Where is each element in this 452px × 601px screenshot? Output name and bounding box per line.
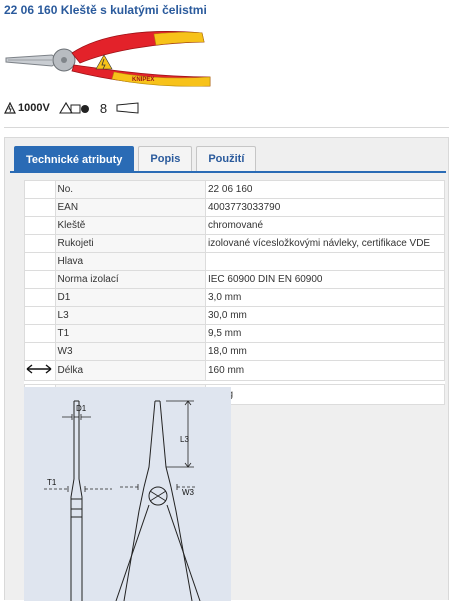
product-details-panel (4, 137, 449, 600)
jaw-number-badge (100, 101, 107, 116)
attributes-table (24, 180, 445, 405)
voltage-badge (4, 102, 50, 114)
attr-label: Hmotnost netto (55, 385, 205, 405)
attr-value: 160 mm (205, 361, 444, 381)
details-tabs (14, 146, 256, 172)
table-row (25, 217, 445, 235)
brand-text: KNIPEX (132, 77, 155, 83)
table-row (25, 361, 445, 381)
tab-description[interactable]: Popis (138, 146, 192, 171)
dimension-drawing (24, 387, 231, 601)
page-title: 22 06 160 Kleště s kulatými čelistmi (4, 3, 207, 17)
multi-component-handle-icon (59, 101, 91, 115)
attr-value: 18,0 mm (205, 343, 444, 361)
table-row (25, 253, 445, 271)
attr-label: Délka (55, 361, 205, 381)
attr-label: T1 (55, 325, 205, 343)
table-row (25, 307, 445, 325)
feature-badges (4, 98, 140, 118)
voltage-label: 1000V (18, 102, 50, 114)
table-row (25, 235, 445, 253)
attr-label: D1 (55, 289, 205, 307)
table-row (25, 199, 445, 217)
table-row (25, 271, 445, 289)
round-jaw-shape-icon (116, 102, 140, 114)
attr-value: 9,5 mm (205, 325, 444, 343)
jaw-number-label: 8 (99, 100, 108, 116)
table-row (25, 289, 445, 307)
separator (4, 127, 449, 128)
attr-value: 3,0 mm (205, 289, 444, 307)
handle-badge (59, 101, 91, 115)
jaw-shape-badge (116, 102, 140, 114)
tab-underline (10, 171, 446, 173)
table-row (25, 181, 445, 199)
t1-label: T1 (47, 478, 57, 487)
attr-label: Rukojeti (55, 235, 205, 253)
tab-usage[interactable]: Použití (196, 146, 256, 171)
attr-value: 30,0 mm (205, 307, 444, 325)
length-arrows-icon (25, 363, 53, 375)
attr-value: izolované vícesložkovými návleky, certifikace VDE (205, 235, 444, 253)
attr-label: W3 (55, 343, 205, 361)
w3-label: W3 (182, 488, 194, 497)
tab-technical-attributes[interactable]: Technické atributy (14, 146, 134, 173)
attr-value: 4003773033790 (205, 199, 444, 217)
attr-value: chromované (205, 217, 444, 235)
d1-label: D1 (76, 404, 87, 413)
attr-value: IEC 60900 DIN EN 60900 (205, 271, 444, 289)
table-row (25, 343, 445, 361)
l3-label: L3 (180, 435, 189, 444)
attr-label: Hlava (55, 253, 205, 271)
high-voltage-icon (4, 102, 16, 114)
attr-label: L3 (55, 307, 205, 325)
attr-label: Kleště (55, 217, 205, 235)
attr-value: 22 06 160 (205, 181, 444, 199)
attr-label: Norma izolací (55, 271, 205, 289)
attr-label: No. (55, 181, 205, 199)
attr-label: EAN (55, 199, 205, 217)
product-image (4, 25, 214, 89)
attr-value (205, 253, 444, 271)
table-row (25, 325, 445, 343)
attr-value: 175 g (205, 385, 444, 405)
